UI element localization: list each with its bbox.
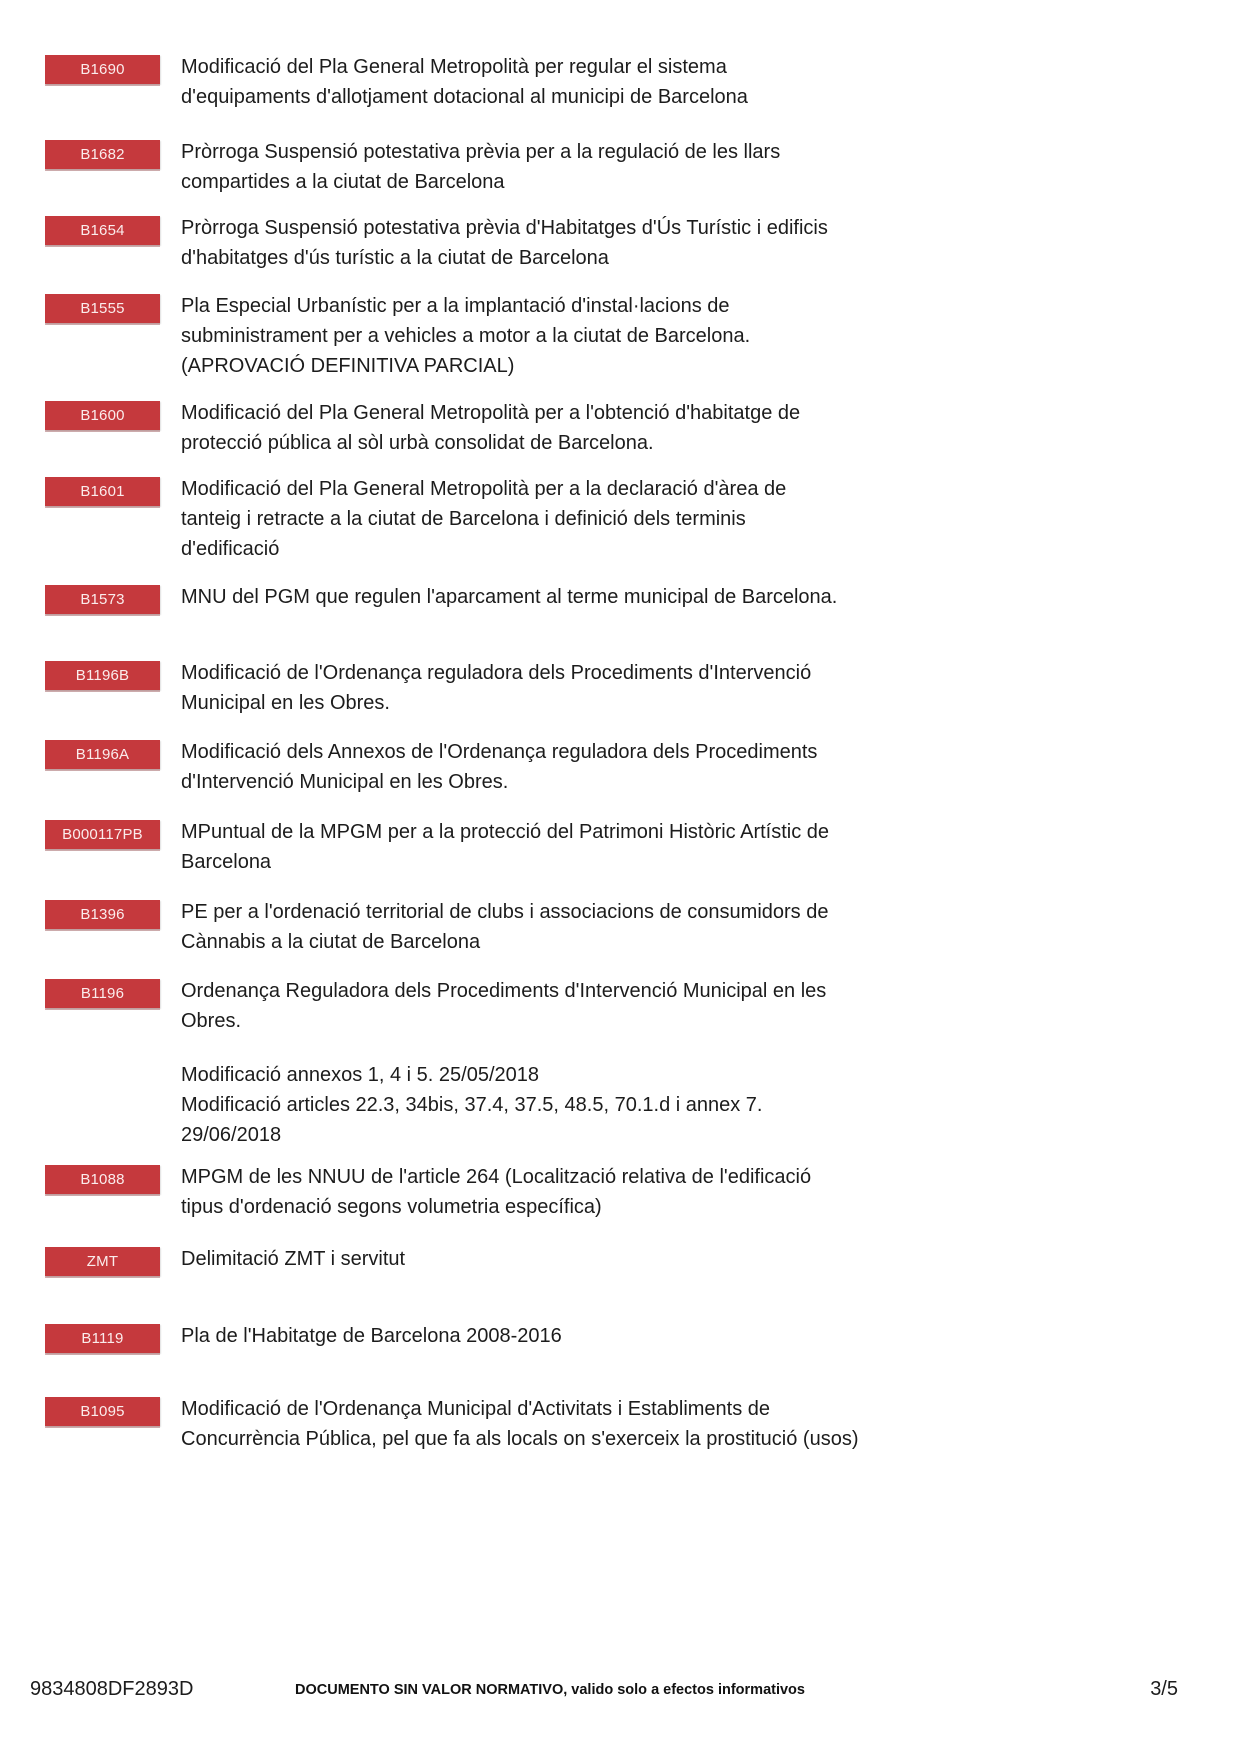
entry-description xyxy=(181,52,1195,112)
description-line: Modificació de l'Ordenança Municipal d'Activitats i Establiments de xyxy=(181,1398,771,1420)
entry-row xyxy=(45,1165,1195,1222)
entry-code-badge[interactable] xyxy=(45,1324,160,1353)
entry-row xyxy=(45,55,1195,112)
entry-code-label: ZMT xyxy=(86,1253,119,1270)
entry-description xyxy=(181,582,1195,612)
entry-row xyxy=(45,1397,1195,1454)
entry-badge-column xyxy=(45,55,181,84)
description-line: Delimitació ZMT i servitut xyxy=(181,1248,406,1270)
description-line: MPuntual de la MPGM per a la protecció del Patrimoni Històric Artístic de xyxy=(181,821,830,843)
description-line: Barcelona xyxy=(181,851,272,873)
description-paragraph xyxy=(181,1060,1195,1150)
description-line: tanteig i retracte a la ciutat de Barcelona i definició dels terminis xyxy=(181,508,746,530)
description-line: Modificació de l'Ordenança reguladora dels Procediments d'Intervenció xyxy=(181,662,812,684)
description-paragraph xyxy=(181,817,1195,877)
entry-description xyxy=(181,1244,1195,1274)
description-line: protecció pública al sòl urbà consolidat de Barcelona. xyxy=(181,432,654,454)
page-number: 3/5 xyxy=(1150,1678,1178,1700)
entry-code-label: B1682 xyxy=(80,146,125,163)
entry-code-badge[interactable] xyxy=(45,216,160,245)
entry-description xyxy=(181,398,1195,458)
entry-code-label: B1555 xyxy=(80,300,125,317)
entry-code-label: B1396 xyxy=(80,906,125,923)
description-line: d'edificació xyxy=(181,538,280,560)
entry-description xyxy=(181,213,1195,273)
description-line: compartides a la ciutat de Barcelona xyxy=(181,171,505,193)
description-line: Pla de l'Habitatge de Barcelona 2008-2016 xyxy=(181,1325,562,1347)
description-line: Modificació del Pla General Metropolità per a la declaració d'àrea de xyxy=(181,478,787,500)
entry-description xyxy=(181,1162,1195,1222)
description-line: Ordenança Reguladora dels Procediments d'Intervenció Municipal en les xyxy=(181,980,827,1002)
description-line: Concurrència Pública, pel que fa als locals on s'exerceix la prostitució (usos) xyxy=(181,1428,859,1450)
entry-row xyxy=(45,585,1195,614)
description-paragraph xyxy=(181,291,1195,381)
description-paragraph xyxy=(181,897,1195,957)
description-paragraph xyxy=(181,976,1195,1036)
entry-badge-column xyxy=(45,900,181,929)
entry-code-badge[interactable] xyxy=(45,140,160,169)
entry-code-badge[interactable] xyxy=(45,900,160,929)
description-line: Obres. xyxy=(181,1010,242,1032)
entry-code-badge[interactable] xyxy=(45,979,160,1008)
description-paragraph xyxy=(181,737,1195,797)
entry-row xyxy=(45,661,1195,718)
entry-code-label: B1600 xyxy=(80,407,125,424)
description-paragraph xyxy=(181,398,1195,458)
description-line: Pla Especial Urbanístic per a la implantació d'instal·lacions de xyxy=(181,295,730,317)
description-line: Municipal en les Obres. xyxy=(181,692,390,714)
entry-code-label: B1196A xyxy=(75,746,130,763)
entry-code-label: B1601 xyxy=(80,483,125,500)
description-paragraph xyxy=(181,474,1195,564)
description-line: Pròrroga Suspensió potestativa prèvia per a la regulació de les llars xyxy=(181,141,781,163)
page-footer xyxy=(0,1676,1240,1716)
entry-badge-column xyxy=(45,585,181,614)
entry-row xyxy=(45,216,1195,273)
entry-badge-column xyxy=(45,216,181,245)
description-paragraph xyxy=(181,52,1195,112)
description-line: Modificació articles 22.3, 34bis, 37.4, 37.5, 48.5, 70.1.d i annex 7. xyxy=(181,1094,763,1116)
entry-row xyxy=(45,140,1195,197)
entry-code-label: B1573 xyxy=(80,591,125,608)
entry-row xyxy=(45,477,1195,564)
entry-badge-column xyxy=(45,661,181,690)
entry-description xyxy=(181,291,1195,381)
description-line: d'Intervenció Municipal en les Obres. xyxy=(181,771,509,793)
description-line: MPGM de les NNUU de l'article 264 (Localització relativa de l'edificació xyxy=(181,1166,812,1188)
description-line: (APROVACIÓ DEFINITIVA PARCIAL) xyxy=(181,355,515,377)
entry-badge-column xyxy=(45,1397,181,1426)
entry-code-badge[interactable] xyxy=(45,55,160,84)
entry-description xyxy=(181,1394,1195,1454)
footer-notice: DOCUMENTO SIN VALOR NORMATIVO, valido solo a efectos informativos xyxy=(295,1682,805,1698)
entry-code-label: B1654 xyxy=(80,222,125,239)
entry-badge-column xyxy=(45,1247,181,1276)
entry-list xyxy=(45,55,1195,1454)
entry-description xyxy=(181,137,1195,197)
entry-badge-column xyxy=(45,740,181,769)
description-paragraph xyxy=(181,1244,1195,1274)
entry-code-badge[interactable] xyxy=(45,1247,160,1276)
entry-badge-column xyxy=(45,477,181,506)
description-line: tipus d'ordenació segons volumetria específica) xyxy=(181,1196,602,1218)
entry-code-label: B1196 xyxy=(80,985,125,1002)
description-line: subministrament per a vehicles a motor a la ciutat de Barcelona. xyxy=(181,325,751,347)
description-line: MNU del PGM que regulen l'aparcament al terme municipal de Barcelona. xyxy=(181,586,838,608)
description-paragraph xyxy=(181,1394,1195,1454)
entry-badge-column xyxy=(45,294,181,323)
description-line: Modificació del Pla General Metropolità per regular el sistema xyxy=(181,56,727,78)
entry-code-label: B1088 xyxy=(80,1171,125,1188)
entry-description xyxy=(181,1321,1195,1351)
entry-badge-column xyxy=(45,1324,181,1353)
description-line: 29/06/2018 xyxy=(181,1124,282,1146)
entry-row xyxy=(45,1247,1195,1276)
entry-code-badge[interactable] xyxy=(45,740,160,769)
entry-badge-column xyxy=(45,401,181,430)
entry-badge-column xyxy=(45,979,181,1008)
description-line: d'equipaments d'allotjament dotacional al municipi de Barcelona xyxy=(181,86,748,108)
entry-code-badge[interactable] xyxy=(45,1397,160,1426)
description-line: Modificació annexos 1, 4 i 5. 25/05/2018 xyxy=(181,1064,540,1086)
entry-description xyxy=(181,976,1195,1150)
description-line: d'habitatges d'ús turístic a la ciutat de Barcelona xyxy=(181,247,609,269)
entry-code-label: B1095 xyxy=(80,1403,125,1420)
entry-description xyxy=(181,817,1195,877)
entry-description xyxy=(181,658,1195,718)
entry-description xyxy=(181,474,1195,564)
entry-code-label: B1196B xyxy=(75,667,130,684)
description-paragraph xyxy=(181,658,1195,718)
entry-code-badge[interactable] xyxy=(45,477,160,506)
description-paragraph xyxy=(181,1321,1195,1351)
entry-row xyxy=(45,401,1195,458)
entry-code-label: B1690 xyxy=(80,61,125,78)
entry-row xyxy=(45,900,1195,957)
entry-code-badge[interactable] xyxy=(45,294,160,323)
description-line: Modificació del Pla General Metropolità per a l'obtenció d'habitatge de xyxy=(181,402,801,424)
description-paragraph xyxy=(181,1162,1195,1222)
entry-row xyxy=(45,979,1195,1150)
entry-row xyxy=(45,294,1195,381)
description-paragraph xyxy=(181,213,1195,273)
entry-code-badge[interactable] xyxy=(45,661,160,690)
description-line: PE per a l'ordenació territorial de clubs i associacions de consumidors de xyxy=(181,901,829,923)
entry-code-badge[interactable] xyxy=(45,585,160,614)
entry-code-badge[interactable] xyxy=(45,401,160,430)
description-line: Pròrroga Suspensió potestativa prèvia d'Habitatges d'Ús Turístic i edificis xyxy=(181,217,828,239)
entry-code-label: B1119 xyxy=(81,1330,124,1347)
description-line: Cànnabis a la ciutat de Barcelona xyxy=(181,931,481,953)
entry-row xyxy=(45,1324,1195,1353)
description-line: Modificació dels Annexos de l'Ordenança reguladora dels Procediments xyxy=(181,741,818,763)
entry-code-label: B000117PB xyxy=(62,826,143,843)
description-paragraph xyxy=(181,582,1195,612)
entry-row xyxy=(45,820,1195,877)
description-paragraph xyxy=(181,137,1195,197)
entry-badge-column xyxy=(45,140,181,169)
entry-row xyxy=(45,740,1195,797)
entry-badge-column xyxy=(45,1165,181,1194)
entry-description xyxy=(181,897,1195,957)
entry-code-badge[interactable] xyxy=(45,1165,160,1194)
entry-description xyxy=(181,737,1195,797)
entry-badge-column xyxy=(45,820,181,849)
document-id: 9834808DF2893D xyxy=(30,1678,194,1700)
entry-code-badge[interactable] xyxy=(45,820,160,849)
